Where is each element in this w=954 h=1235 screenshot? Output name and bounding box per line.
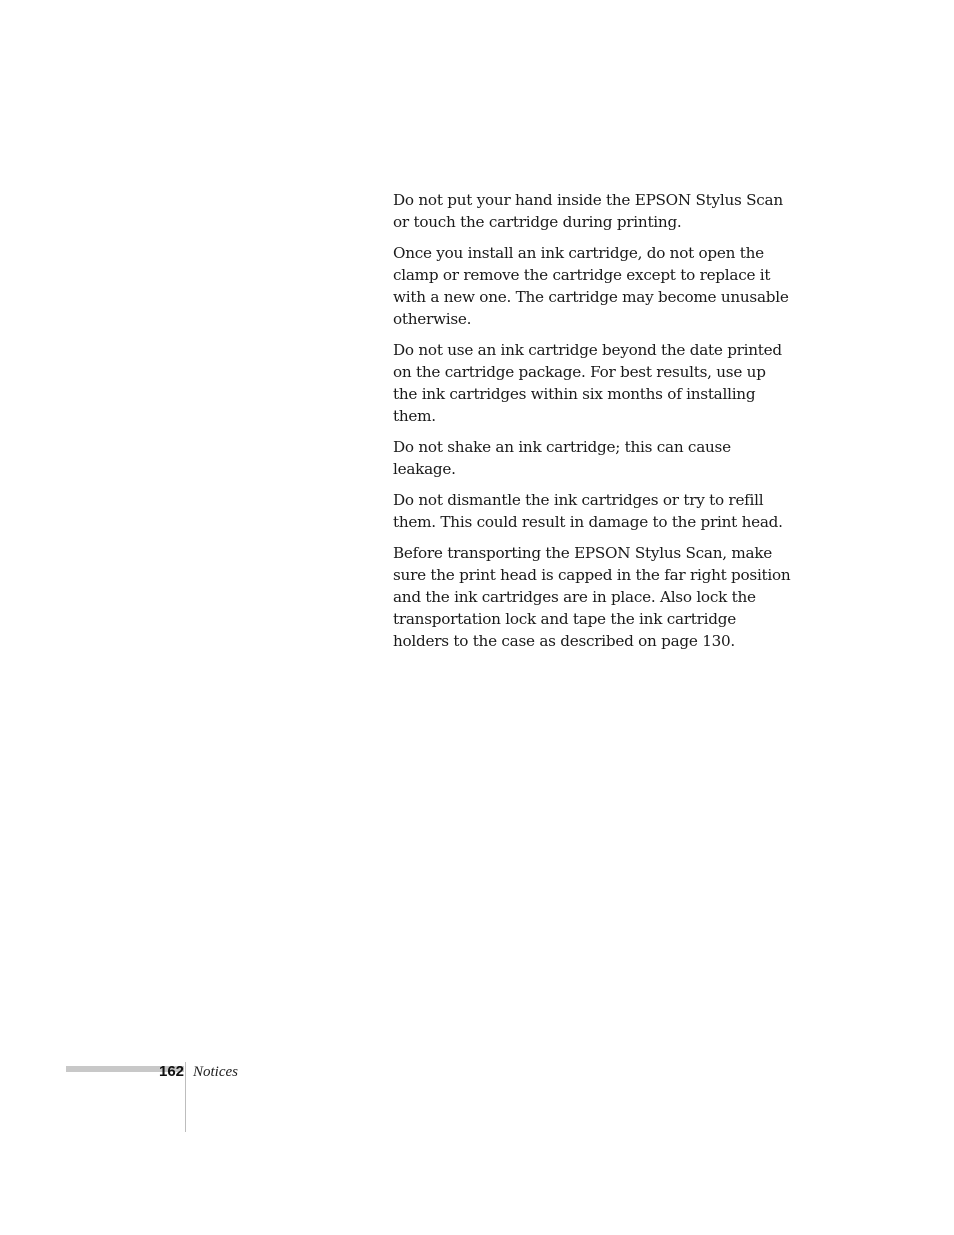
paragraph: Once you install an ink cartridge, do not open the clamp or remove the cartridge except to replace it with a new one. The cartridge may become unusable otherwise. [393, 244, 789, 328]
paragraph: Do not dismantle the ink cartridges or try to refill them. This could result in damage to the print head. [393, 491, 783, 531]
page-number: 162 [159, 1063, 185, 1080]
paragraph: Before transporting the EPSON Stylus Scan, make sure the print head is capped in the far right position and the ink cartridges are in place. Also lock the transportation lock and tape the ink cartridge holders to the case as described on page 130. [393, 544, 791, 650]
paragraph: Do not shake an ink cartridge; this can cause leakage. [393, 438, 731, 478]
footer-divider [185, 1062, 186, 1132]
paragraph: Do not use an ink cartridge beyond the date printed on the cartridge package. For best results, use up the ink cartridges within six months of installing them. [393, 341, 782, 425]
paragraph: Do not put your hand inside the EPSON Stylus Scan or touch the cartridge during printing. [393, 191, 783, 231]
section-name: Notices [193, 1064, 238, 1080]
body-text [393, 189, 793, 661]
